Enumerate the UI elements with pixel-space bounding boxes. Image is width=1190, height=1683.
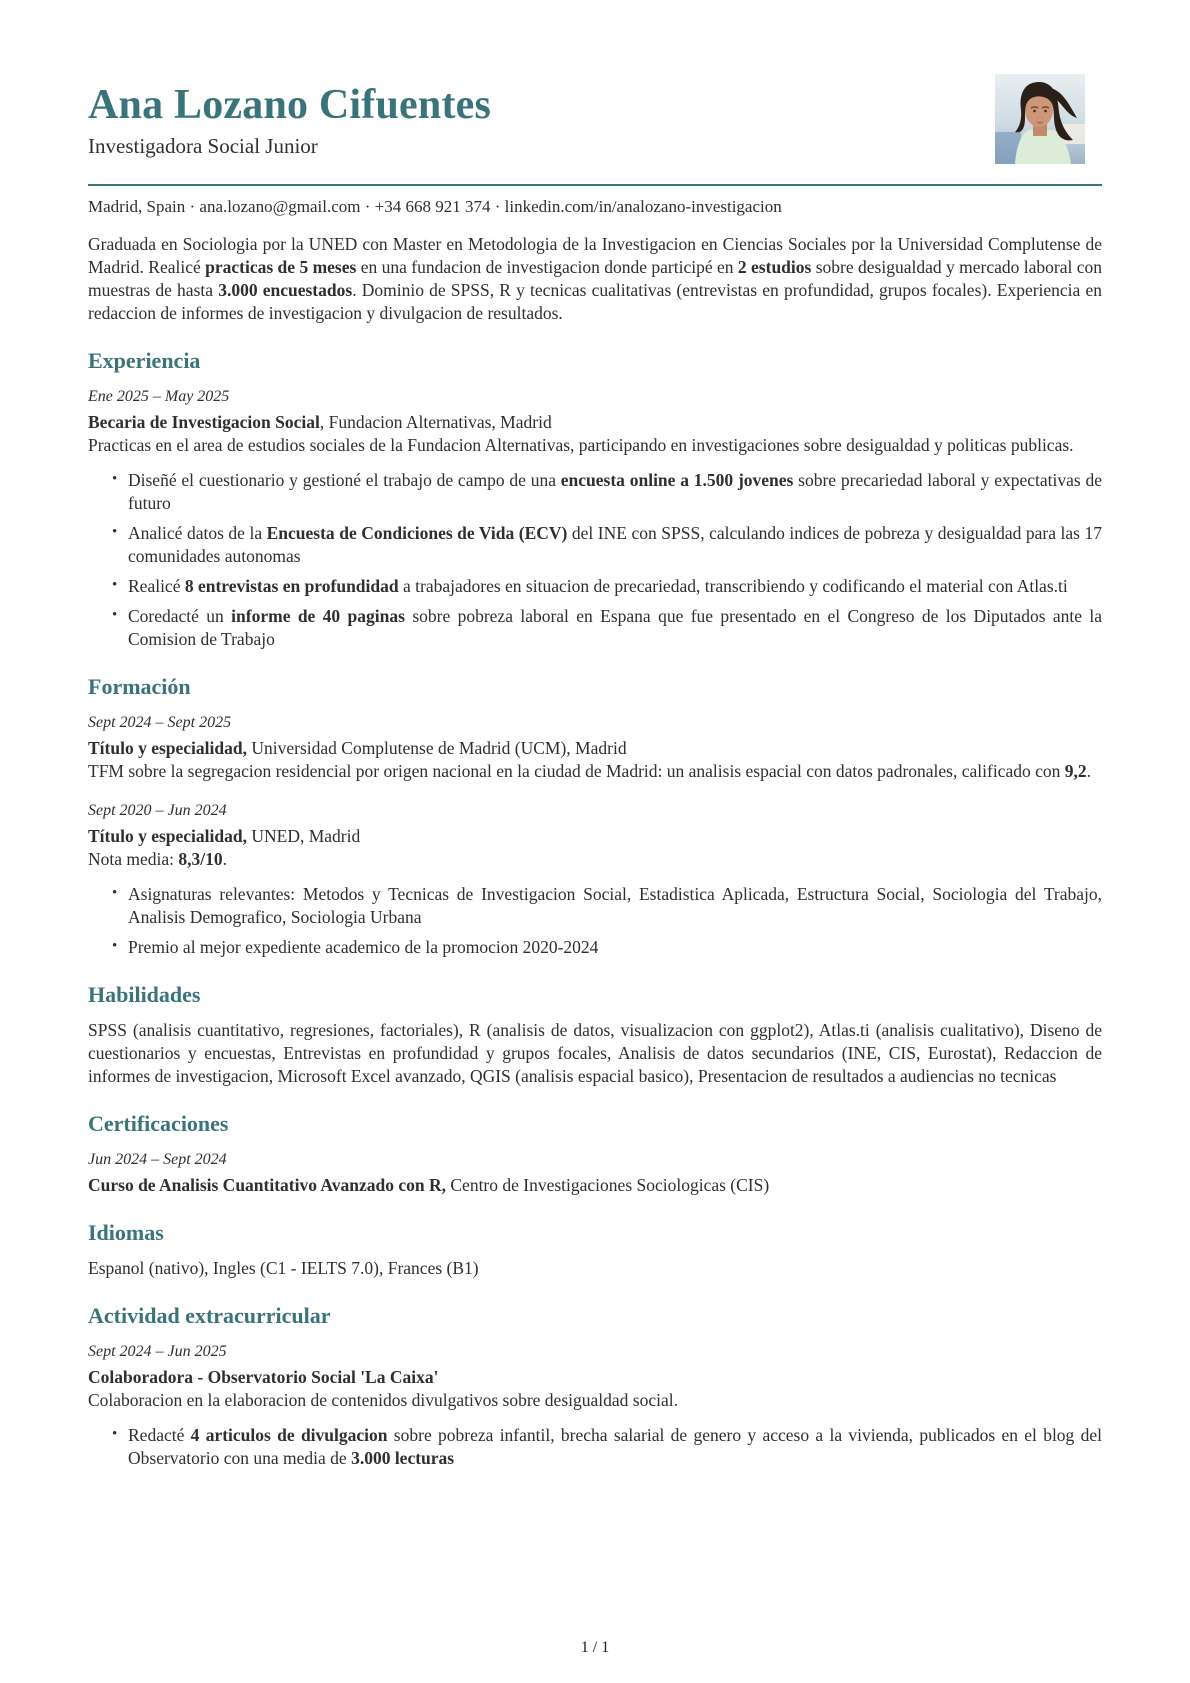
experience-entry bbox=[88, 385, 1102, 651]
bullet-list bbox=[88, 883, 1102, 959]
portrait-illustration bbox=[995, 74, 1085, 164]
section-heading-idiomas: Idiomas bbox=[88, 1220, 164, 1245]
bullet-list bbox=[88, 1424, 1102, 1470]
skills-paragraph: SPSS (analisis cuantitativo, regresiones, factoriales), R (analisis de datos, visualizacion con ggplot2), Atlas.ti (analisis cualitativo), Diseno de cuestionarios y encuestas, Entrevistas en profundidad y grupos focales, Analisis de datos secundarios (INE, CIS, Eurostat), Redaccion de informes de investigacion, Microsoft Excel avanzado, QGIS (analisis espacial basico), Presentacion de resultados a audiencias no tecnicas bbox=[88, 1020, 1102, 1086]
entry-title: Becaria de Investigacion Social, Fundacion Alternativas, Madrid bbox=[88, 412, 552, 432]
section-heading-habilidades: Habilidades bbox=[88, 982, 201, 1007]
entry-description: TFM sobre la segregacion residencial por origen nacional en la ciudad de Madrid: un analisis espacial con datos padronales, calificado con 9,2. bbox=[88, 761, 1091, 781]
certification-entry bbox=[88, 1148, 1102, 1197]
job-title: Investigadora Social Junior bbox=[88, 134, 318, 158]
entry-date: Sept 2020 – Jun 2024 bbox=[88, 802, 227, 819]
bullet-item: • Analicé datos de la Encuesta de Condiciones de Vida (ECV) del INE con SPSS, calculando indices de pobreza y desigualdad para las 17 comunidades autonomas bbox=[88, 522, 1102, 568]
bullet-item: • Coredacté un informe de 40 paginas sobre pobreza laboral en Espana que fue presentado en el Congreso de los Diputados ante la Comision de Trabajo bbox=[88, 605, 1102, 651]
bullet-item: • Redacté 4 articulos de divulgacion sobre pobreza infantil, brecha salarial de genero y acceso a la vivienda, publicados en el blog del Observatorio con una media de 3.000 lecturas bbox=[88, 1424, 1102, 1470]
entry-date: Jun 2024 – Sept 2024 bbox=[88, 1151, 227, 1168]
extracurricular-entry bbox=[88, 1340, 1102, 1470]
section-heading-certificaciones: Certificaciones bbox=[88, 1111, 229, 1136]
entry-date: Sept 2024 – Sept 2025 bbox=[88, 714, 232, 731]
section-formacion bbox=[88, 675, 1102, 959]
summary-paragraph: Graduada en Sociologia por la UNED con Master en Metodologia de la Investigacion en Ciencias Sociales por la Universidad Complutense de Madrid. Realicé practicas de 5 meses en una fundacion de investigacion donde participé en 2 estudios sobre desigualdad y mercado laboral con muestras de hasta 3.000 encuestados. Dominio de SPSS, R y tecnicas cualitativas (entrevistas en profundidad, grupos focales). Experiencia en redaccion de informes de investigacion y divulgacion de resultados. bbox=[88, 234, 1103, 323]
section-experiencia bbox=[88, 349, 1102, 651]
entry-title: Colaboradora - Observatorio Social 'La Caixa' bbox=[88, 1367, 439, 1387]
page-number: 1 / 1 bbox=[580, 1639, 610, 1656]
entry-description: Nota media: 8,3/10. bbox=[88, 849, 228, 869]
section-habilidades bbox=[88, 983, 1102, 1088]
languages-paragraph: Espanol (nativo), Ingles (C1 - IELTS 7.0), Frances (B1) bbox=[88, 1258, 479, 1278]
section-certificaciones bbox=[88, 1112, 1102, 1197]
section-idiomas bbox=[88, 1221, 1102, 1280]
bullet-item: • Premio al mejor expediente academico de la promocion 2020-2024 bbox=[88, 936, 1102, 959]
bullet-item: • Asignaturas relevantes: Metodos y Tecnicas de Investigacion Social, Estadistica Aplicada, Estructura Social, Sociologia del Trabajo, Analisis Demografico, Sociologia Urbana bbox=[88, 883, 1102, 929]
entry-date: Ene 2025 – May 2025 bbox=[88, 388, 230, 405]
section-actividad-extracurricular bbox=[88, 1304, 1102, 1470]
education-entry bbox=[88, 711, 1102, 783]
page-title: Ana Lozano Cifuentes bbox=[88, 82, 492, 128]
section-heading-formacion: Formación bbox=[88, 674, 191, 699]
profile-photo bbox=[995, 74, 1085, 164]
section-heading-experiencia: Experiencia bbox=[88, 348, 201, 373]
bullet-item: • Diseñé el cuestionario y gestioné el trabajo de campo de una encuesta online a 1.500 jovenes sobre precariedad laboral y expectativas de futuro bbox=[88, 469, 1102, 515]
header-divider bbox=[88, 184, 1102, 186]
entry-title: Título y especialidad, UNED, Madrid bbox=[88, 826, 361, 846]
resume-header bbox=[88, 84, 1102, 218]
entry-description: Colaboracion en la elaboracion de contenidos divulgativos sobre desigualdad social. bbox=[88, 1390, 678, 1410]
bullet-list bbox=[88, 469, 1102, 651]
bullet-item: • Realicé 8 entrevistas en profundidad a trabajadores en situacion de precariedad, transcribiendo y codificando el material con Atlas.ti bbox=[88, 575, 1102, 598]
entry-date: Sept 2024 – Jun 2025 bbox=[88, 1343, 227, 1360]
contact-line: Madrid, Spain · ana.lozano@gmail.com · +34 668 921 374 · linkedin.com/in/analozano-investigacion bbox=[88, 197, 782, 216]
education-entry bbox=[88, 799, 1102, 959]
section-heading-actividad: Actividad extracurricular bbox=[88, 1303, 331, 1328]
entry-description: Practicas en el area de estudios sociales de la Fundacion Alternativas, participando en investigaciones sobre desigualdad y politicas publicas. bbox=[88, 435, 1074, 455]
entry-title: Curso de Analisis Cuantitativo Avanzado con R, Centro de Investigaciones Sociologicas (CIS) bbox=[88, 1175, 770, 1195]
entry-title: Título y especialidad, Universidad Complutense de Madrid (UCM), Madrid bbox=[88, 738, 627, 758]
